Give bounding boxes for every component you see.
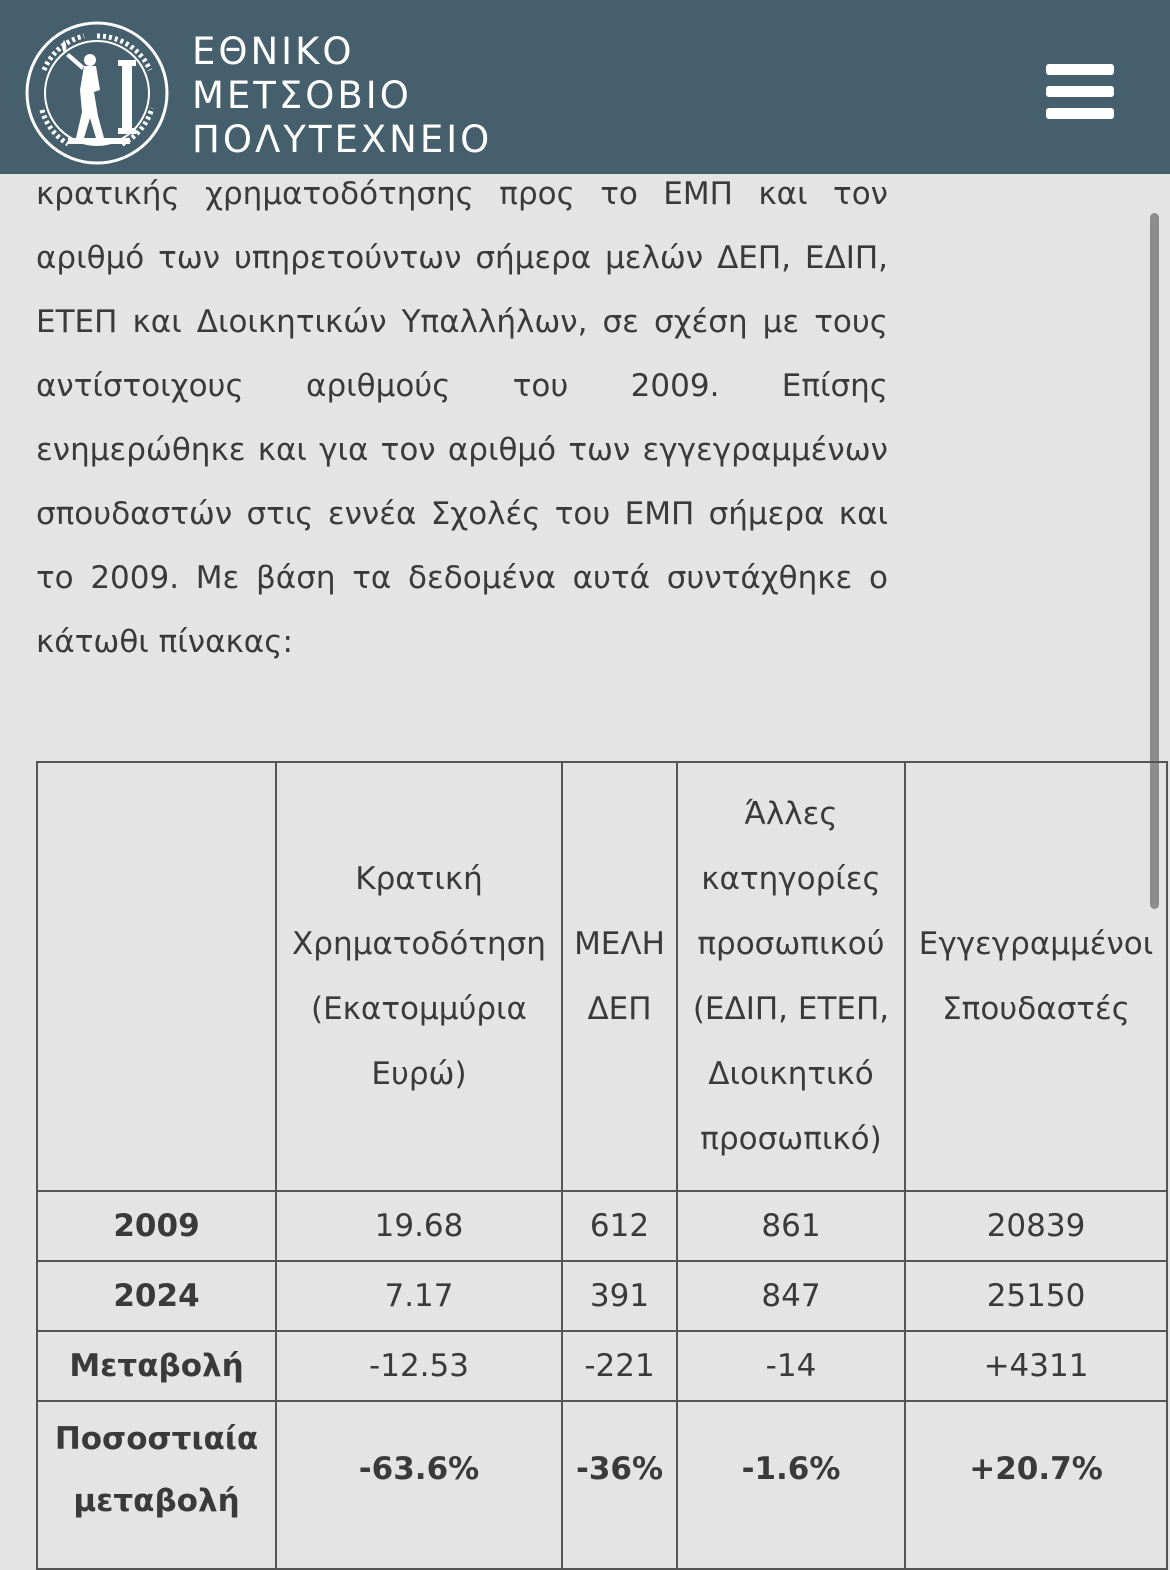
table-cell: 861: [677, 1191, 905, 1261]
table-cell: -36%: [562, 1401, 677, 1569]
brand-line-2: ΜΕΤΣΟΒΙΟ: [192, 74, 412, 117]
table-cell: 7.17: [276, 1261, 562, 1331]
table-cell: -221: [562, 1331, 677, 1401]
table-cell: -63.6%: [276, 1401, 562, 1569]
hamburger-menu-icon[interactable]: [1030, 52, 1130, 132]
table-cell: +20.7%: [905, 1401, 1167, 1569]
table-header-cell: Κρατική Χρηματοδότηση (Εκατομμύρια Ευρώ): [276, 762, 562, 1191]
table-cell: 612: [562, 1191, 677, 1261]
table-header-row: [37, 762, 1167, 1191]
table-header-cell: ΜΕΛΗ ΔΕΠ: [562, 762, 677, 1191]
article-paragraph: κρατικής χρηματοδότησης προς το ΕΜΠ και τον αριθμό των υπηρετούντων σήμερα μελών ΔΕΠ, ΕΔΙΠ, ΕΤΕΠ και Διοικητικών Υπαλλήλων, σε σχέση με τους αντίστοιχους αριθμούς του 2009. Επίσης ενημερώθηκε και για τον αριθμό των εγγεγραμμένων σπουδαστών στις εννέα Σχολές του ΕΜΠ σήμερα και το 2009. Με βάση τα δεδομένα αυτά συντάχθηκε ο κάτωθι πίνακας:: [36, 176, 888, 660]
table-row: [37, 1331, 1167, 1401]
table-header-cell: Άλλες κατηγορίες προσωπικού (ΕΔΙΠ, ΕΤΕΠ, Διοικητικό προσωπικό): [677, 762, 905, 1191]
brand-name[interactable]: [192, 30, 492, 162]
menu-bar: [1046, 86, 1114, 97]
brand-line-3: ΠΟΛΥΤΕΧΝΕΙΟ: [192, 118, 493, 161]
table-cell: 391: [562, 1261, 677, 1331]
row-label: 2009: [37, 1191, 276, 1261]
table-cell: 847: [677, 1261, 905, 1331]
table-cell: +4311: [905, 1331, 1167, 1401]
row-label: 2024: [37, 1261, 276, 1331]
table-header-cell: [37, 762, 276, 1191]
ntua-prometheus-logo-icon[interactable]: [24, 20, 170, 166]
menu-bar: [1046, 108, 1114, 119]
brand-line-1: ΕΘΝΙΚΟ: [192, 30, 355, 73]
article-body: [36, 162, 888, 674]
table-cell: -14: [677, 1331, 905, 1401]
table-cell: 25150: [905, 1261, 1167, 1331]
table-cell: 19.68: [276, 1191, 562, 1261]
site-header: [0, 0, 1170, 174]
statistics-table: [36, 761, 1168, 1570]
menu-bar: [1046, 64, 1114, 75]
table-cell: 20839: [905, 1191, 1167, 1261]
table-cell: -1.6%: [677, 1401, 905, 1569]
table-cell: -12.53: [276, 1331, 562, 1401]
table-row: [37, 1191, 1167, 1261]
table-row: [37, 1401, 1167, 1569]
row-label: Μεταβολή: [37, 1331, 276, 1401]
table-header-cell: Εγγεγραμμένοι Σπουδαστές: [905, 762, 1167, 1191]
table-row: [37, 1261, 1167, 1331]
row-label: Ποσοστιαία μεταβολή: [37, 1401, 276, 1569]
